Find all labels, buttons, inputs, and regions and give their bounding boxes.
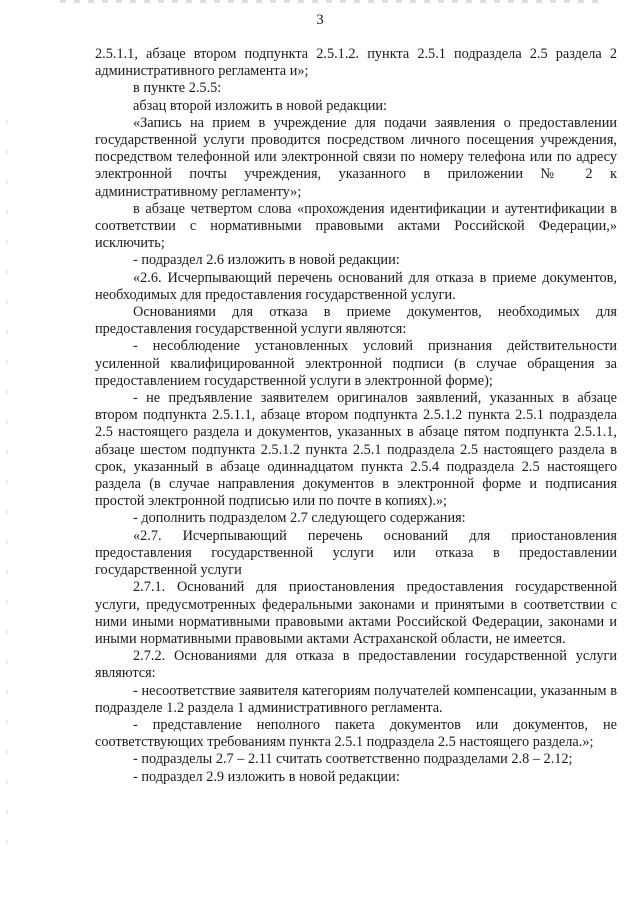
scan-artifact-top [60,0,600,3]
paragraph: Основаниями для отказа в приеме документов, необходимых для предоставления государственной услуги являются: [95,304,617,338]
paragraph: - несоблюдение установленных условий признания действительности усиленной квалифицированной электронной подписи (в случае обращения за предоставлением государственной услуги в электронной форме); [95,338,617,389]
paragraph: в пункте 2.5.5: [133,80,222,97]
paragraph: - несоответствие заявителя категориям получателей компенсации, указанным в подразделе 1.2 раздела 1 административного регламента. [95,682,617,716]
paragraph: в абзаце четвертом слова «прохождения идентификации и аутентификации в соответствии с нормативными правовыми актами Российской Федерации,» исключить; [95,200,617,252]
page-number: 3 [316,12,324,28]
paragraph: «Запись на прием в учреждение для подачи заявления о предоставлении государственной услуги проводится посредством личного посещения учреждения, посредством телефонной или электронной связи по номеру телефона или по адресу электронной почты учреждения, указанного в приложении № 2 к административному регламенту»; [95,114,617,200]
paragraph: абзац второй изложить в новой редакции: [133,97,388,114]
paragraph: - подразделы 2.7 – 2.11 считать соответственно подразделами 2.8 – 2.12; [133,751,573,768]
paragraph: 2.5.1.1, абзаце втором подпункта 2.5.1.2. пункта 2.5.1 подраздела 2.5 раздела 2 административного регламента и»; [95,46,617,80]
paragraph: 2.7.1. Оснований для приостановления предоставления государственной услуги, предусмотренных федеральными законами и принятыми в соответствии с ними иными нормативными правовыми актами Российской Федерации, законами и иными нормативными правовыми актами Астраханской области, не имеется. [95,579,617,647]
paragraph: «2.6. Исчерпывающий перечень оснований для отказа в приеме документов, необходимых для предоставления государственной услуги. [95,269,617,303]
paragraph: - подраздел 2.6 изложить в новой редакции: [133,252,400,269]
paragraph: «2.7. Исчерпывающий перечень оснований для приостановления предоставления государственной услуги или отказа в предоставлении государственной услуги [95,527,617,579]
paragraph: - дополнить подразделом 2.7 следующего содержания: [133,510,466,527]
paragraph: - подраздел 2.9 изложить в новой редакции: [133,768,400,785]
paragraph: 2.7.2. Основаниями для отказа в предоставлении государственной услуги являются: [95,648,617,682]
document-body [95,46,617,786]
paragraph: - представление неполного пакета документов или документов, не соответствующих требованиям пункта 2.5.1 подраздела 2.5 настоящего раздела.»; [95,716,617,751]
scan-artifact-left [6,120,8,865]
paragraph: - не предъявление заявителем оригиналов заявлений, указанных в абзаце втором подпункта 2.5.1.1, абзаце втором подпункта 2.5.1.2 пункта 2.5.1 подраздела 2.5 настоящего раздела и документов, указанных в абзаце пятом подпункта 2.5.1.1, абзаце шестом подпункта 2.5.1.2 пункта 2.5.1 подраздела 2.5 настоящего раздела в срок, указанный в абзаце одиннадцатом пункта 2.5.4 подраздела 2.5 настоящего раздела (в случае направления документов в электронной форме и подписания простой электронной подписью или по почте в копиях).»; [95,390,617,510]
